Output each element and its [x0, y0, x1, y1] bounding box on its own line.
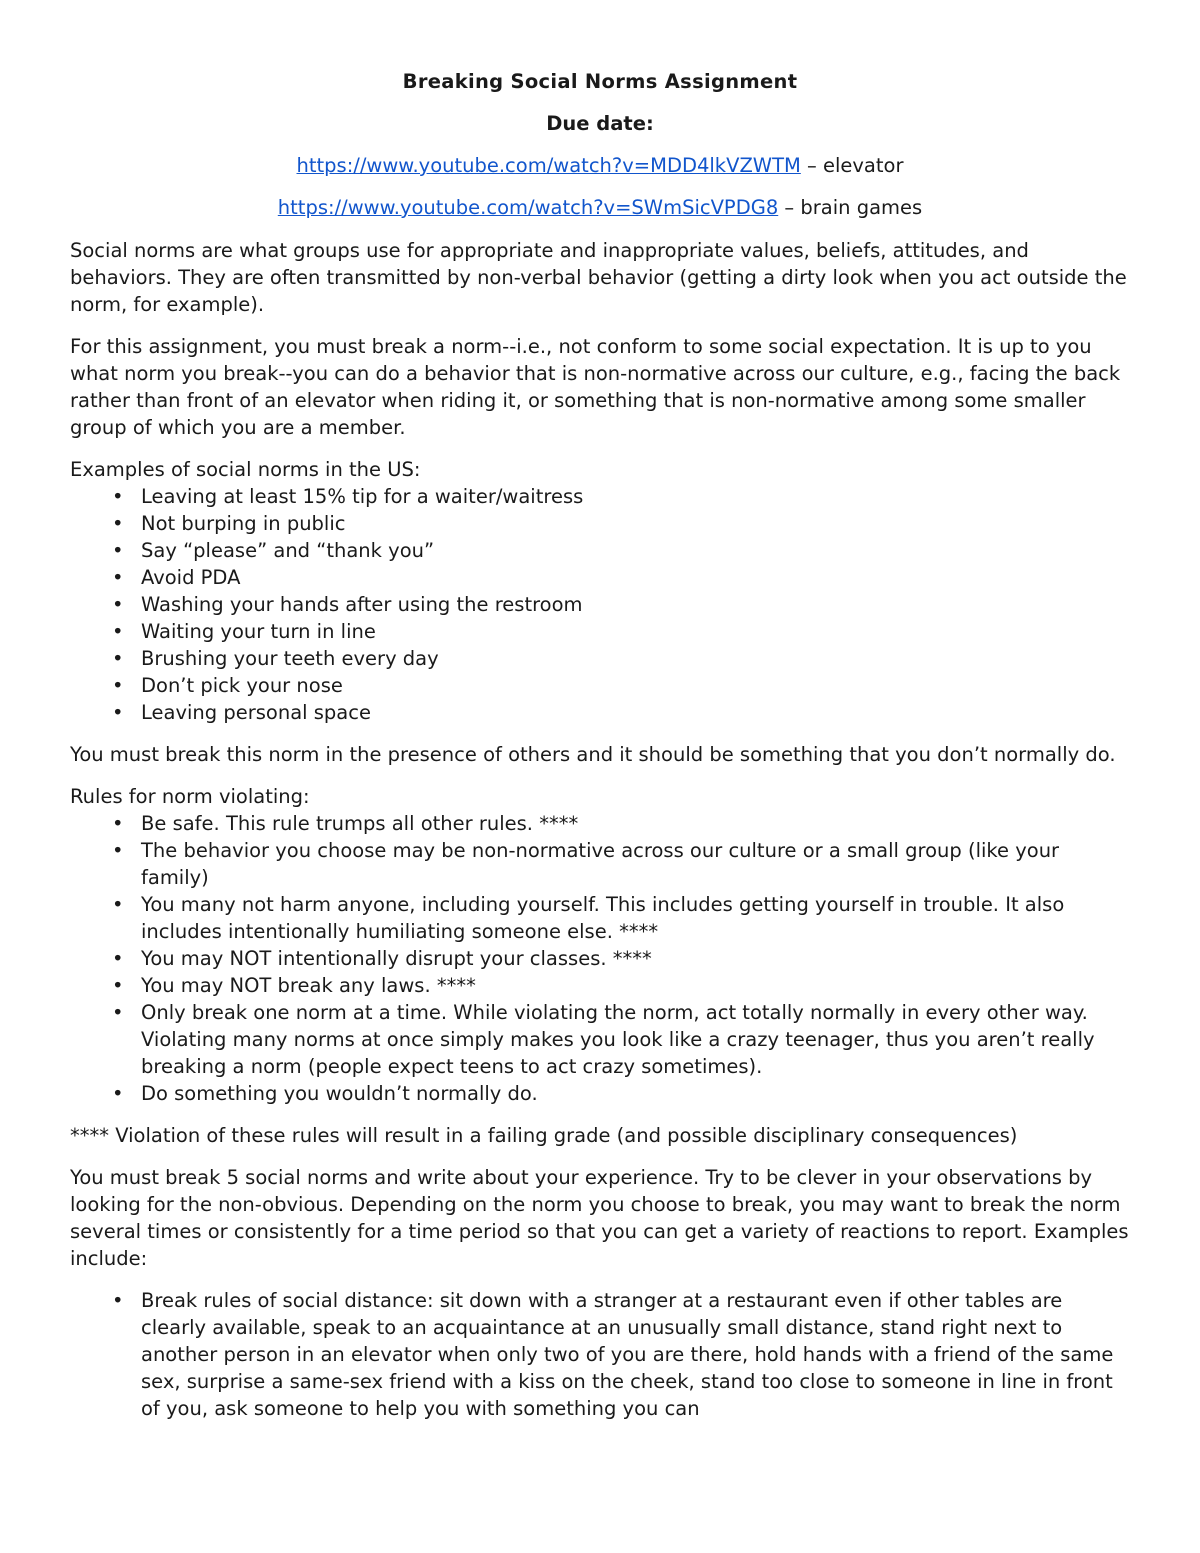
video-link-brain-games-suffix: – brain games	[778, 196, 923, 219]
list-item: • Brushing your teeth every day	[112, 647, 439, 670]
list-item: • Say “please” and “thank you”	[112, 539, 435, 562]
list-item: • You may NOT break any laws. ****	[112, 974, 476, 997]
bullet-icon: •	[112, 974, 124, 997]
list-item: • Not burping in public	[112, 512, 346, 535]
bullet-icon: •	[112, 485, 124, 508]
bullet-icon: •	[112, 701, 124, 724]
bullet-icon: •	[112, 947, 124, 970]
document-title: Breaking Social Norms Assignment	[402, 70, 798, 93]
due-date-label: Due date:	[546, 112, 654, 135]
rules-list	[70, 810, 1130, 1107]
video-link-elevator[interactable]: https://www.youtube.com/watch?v=MDD4lkVZWTM	[296, 154, 801, 177]
list-item: • Only break one norm at a time. While violating the norm, act totally normally in every other way. Violating many norms at once simply makes you look like a crazy teenager, thus you aren’t really breaking a norm (people expect teens to act crazy sometimes).	[112, 1001, 1095, 1078]
list-item: • Do something you wouldn’t normally do.	[112, 1082, 538, 1105]
bullet-icon: •	[112, 1082, 124, 1105]
video-link-line-brain-games	[70, 192, 1130, 223]
norms-examples-list	[70, 483, 1130, 726]
list-item: • Be safe. This rule trumps all other rules. ****	[112, 812, 579, 835]
intro-paragraph: Social norms are what groups use for appropriate and inappropriate values, beliefs, attitudes, and behaviors. They are often transmitted by non-verbal behavior (getting a dirty look when you act outside the norm, for example).	[70, 239, 1127, 316]
warning-paragraph: **** Violation of these rules will result in a failing grade (and possible disciplinary consequences)	[70, 1124, 1018, 1147]
bullet-icon: •	[112, 566, 124, 589]
list-item: • You many not harm anyone, including yourself. This includes getting yourself in trouble. It also includes intentionally humiliating someone else. ****	[112, 893, 1065, 943]
video-link-line-elevator	[70, 150, 1130, 181]
bullet-icon: •	[112, 1289, 124, 1312]
list-item: • Leaving personal space	[112, 701, 371, 724]
rules-heading: Rules for norm violating:	[70, 785, 310, 808]
task-paragraph: You must break 5 social norms and write about your experience. Try to be clever in your observations by looking for the non-obvious. Depending on the norm you choose to break, you may want to break the norm several times or consistently for a time period so that you can get a variety of reactions to report. Examples include:	[70, 1166, 1129, 1270]
list-item: • Washing your hands after using the restroom	[112, 593, 583, 616]
bullet-icon: •	[112, 893, 124, 916]
task-examples-list	[70, 1287, 1130, 1422]
list-item: • You may NOT intentionally disrupt your classes. ****	[112, 947, 652, 970]
bullet-icon: •	[112, 647, 124, 670]
list-item: • Don’t pick your nose	[112, 674, 343, 697]
video-link-brain-games[interactable]: https://www.youtube.com/watch?v=SWmSicVPDG8	[277, 196, 779, 219]
document-page	[70, 66, 1130, 1422]
norms-examples-heading: Examples of social norms in the US:	[70, 458, 421, 481]
assignment-paragraph: For this assignment, you must break a norm--i.e., not conform to some social expectation. It is up to you what norm you break--you can do a behavior that is non-normative across our culture, e.g., facing the back rather than front of an elevator when riding it, or something that is non-normative among some smaller group of which you are a member.	[70, 335, 1121, 439]
list-item: • Avoid PDA	[112, 566, 241, 589]
video-link-elevator-suffix: – elevator	[800, 154, 904, 177]
list-item: • The behavior you choose may be non-normative across our culture or a small group (like your family)	[112, 839, 1060, 889]
bullet-icon: •	[112, 839, 124, 862]
list-item: • Waiting your turn in line	[112, 620, 376, 643]
bullet-icon: •	[112, 539, 124, 562]
list-item: • Leaving at least 15% tip for a waiter/waitress	[112, 485, 584, 508]
bullet-icon: •	[112, 812, 124, 835]
bullet-icon: •	[112, 512, 124, 535]
presence-paragraph: You must break this norm in the presence of others and it should be something that you don’t normally do.	[70, 743, 1116, 766]
bullet-icon: •	[112, 674, 124, 697]
bullet-icon: •	[112, 620, 124, 643]
bullet-icon: •	[112, 593, 124, 616]
bullet-icon: •	[112, 1001, 124, 1024]
list-item: • Break rules of social distance: sit down with a stranger at a restaurant even if other tables are clearly available, speak to an acquaintance at an unusually small distance, stand right next to another person in an elevator when only two of you are there, hold hands with a friend of the same sex, surprise a same-sex friend with a kiss on the cheek, stand too close to someone in line in front of you, ask someone to help you with something you can	[112, 1289, 1114, 1420]
